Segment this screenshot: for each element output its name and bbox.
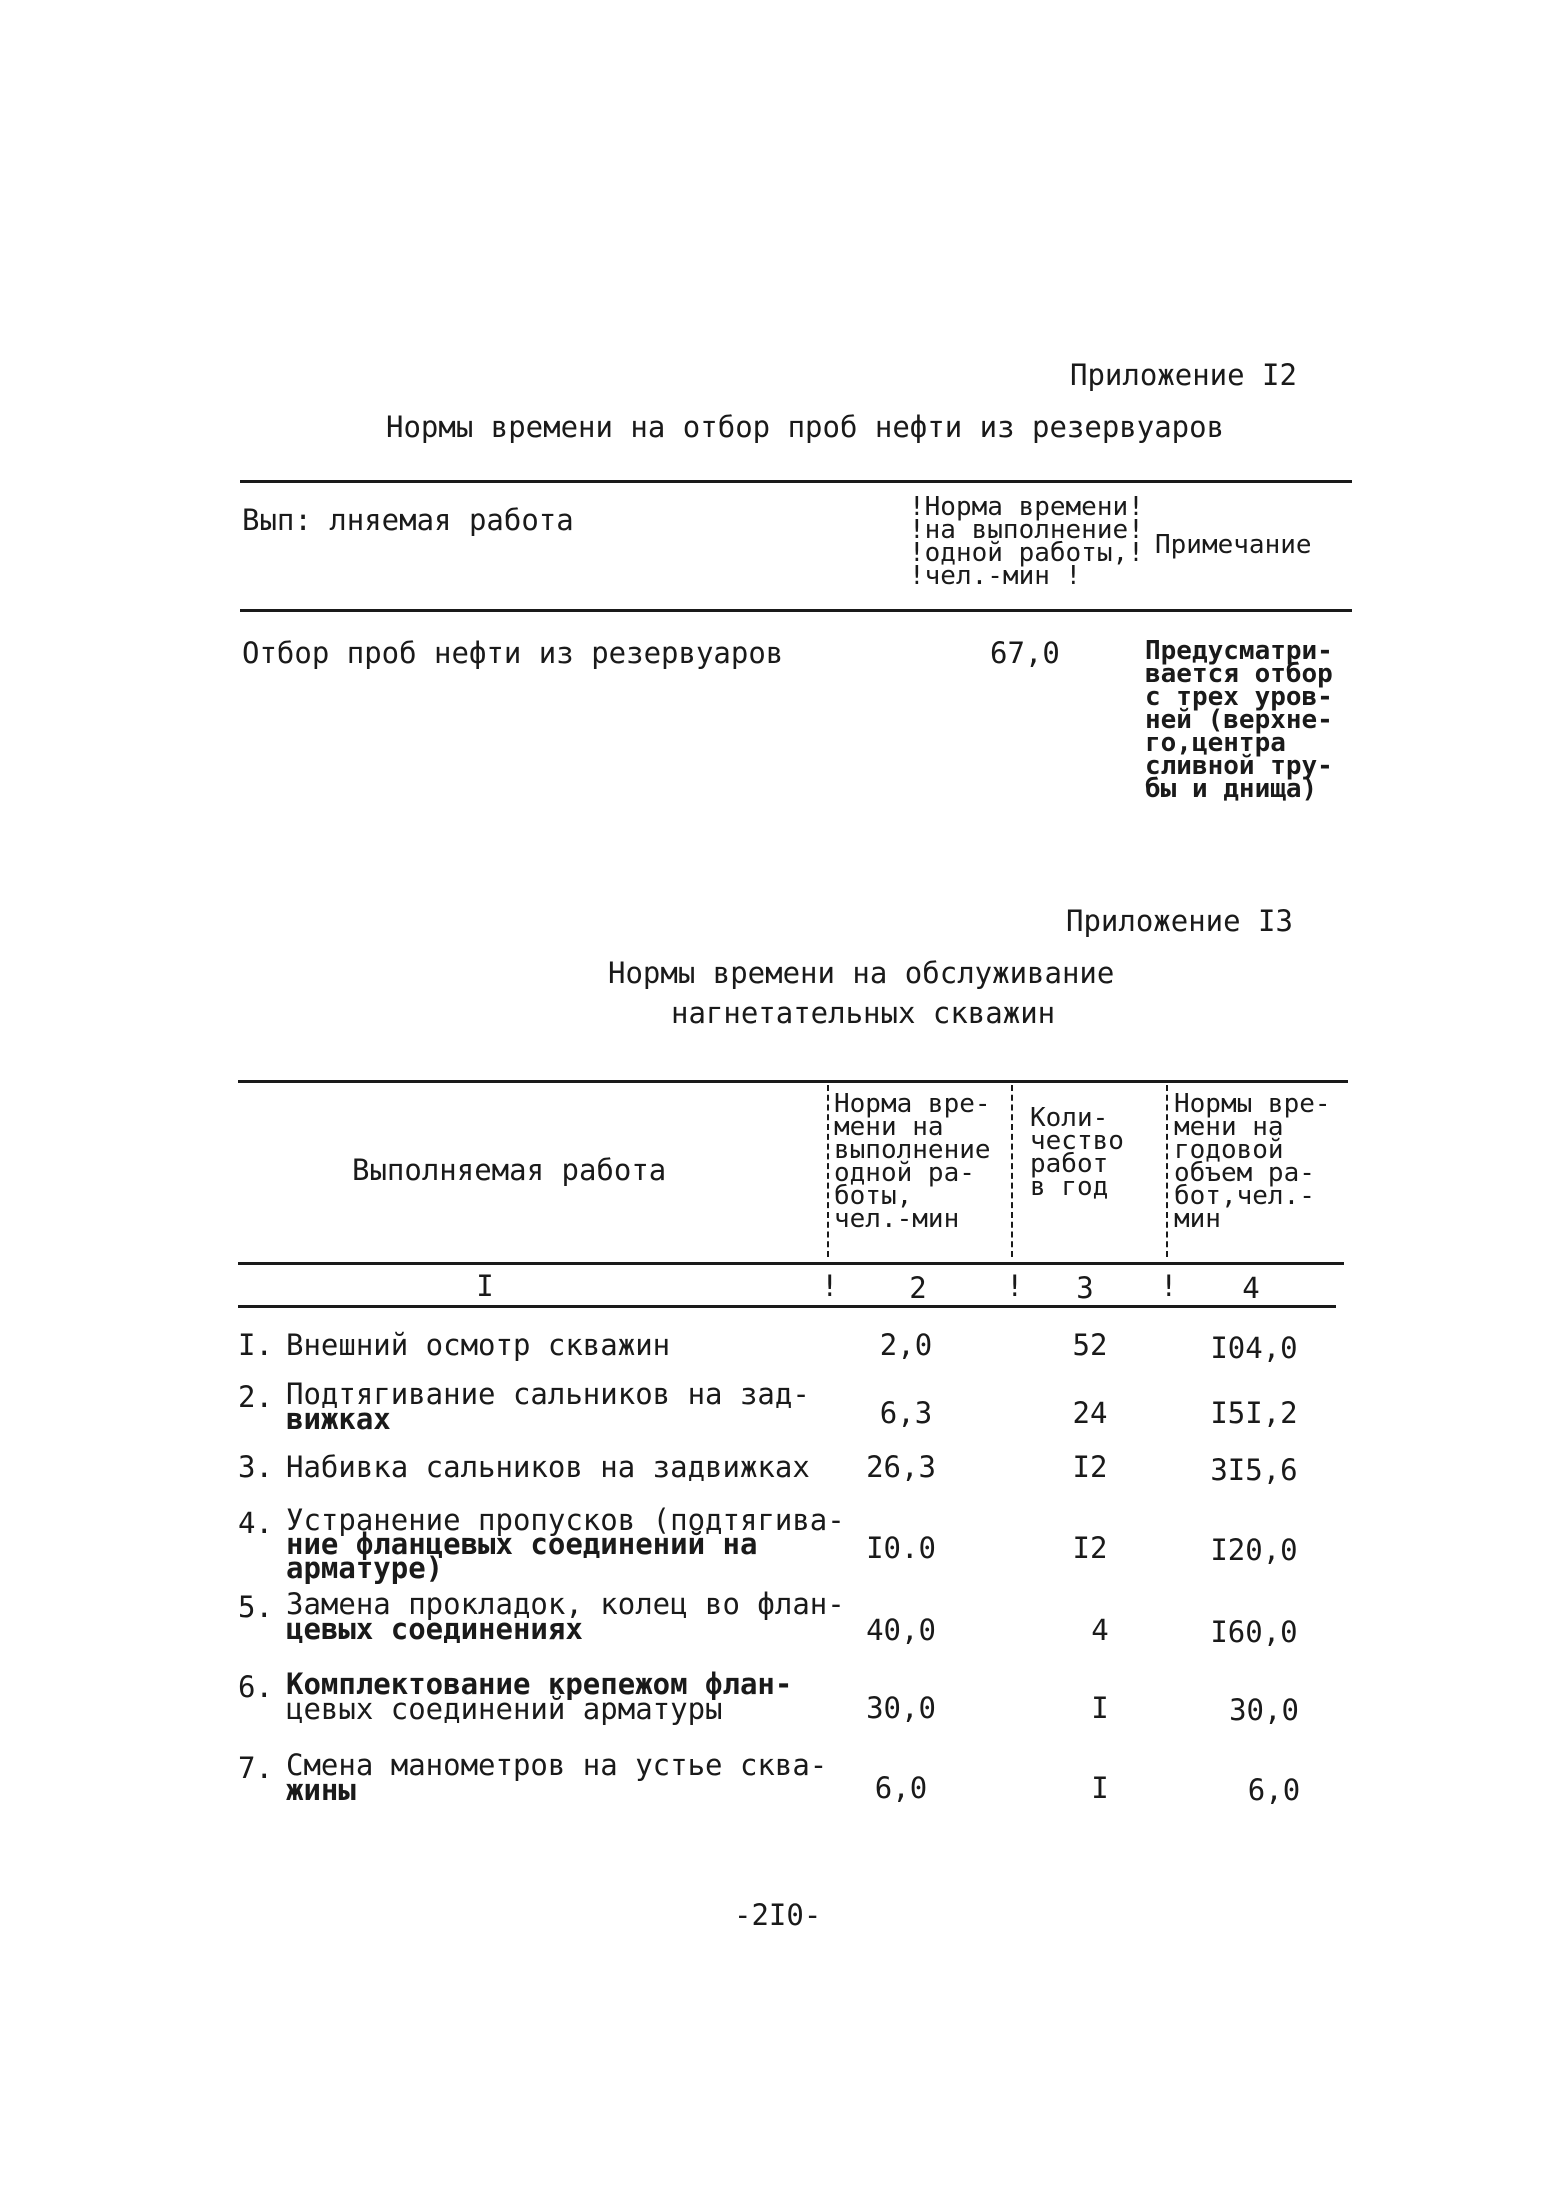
appendix-13-title-line2: нагнетательных скважин xyxy=(671,996,1056,1030)
row-number: 6. xyxy=(238,1670,273,1704)
row-annual: 3I5,6 xyxy=(1210,1453,1298,1487)
row-norm: 30,0 xyxy=(866,1691,936,1725)
row-count: 4 xyxy=(1091,1613,1109,1647)
row-norm: 6,0 xyxy=(874,1771,928,1805)
row-annual: 30,0 xyxy=(1229,1693,1299,1727)
row-work: Устранение пропусков (подтягива- ние фланцевых соединений на арматуре) xyxy=(286,1503,845,1585)
table-13-header-norm: Норма вре- мени на выполнение одной ра- боты, чел.-мин xyxy=(834,1089,991,1234)
table-12-header-norm: !Норма времени! !на выполнение! !одной работы,! !чел.-мин ! xyxy=(909,492,1144,591)
row-norm: 40,0 xyxy=(866,1613,936,1647)
col-number-separator-2: ! xyxy=(1006,1269,1024,1303)
row-work: Комплектование крепежом флан- цевых соединений арматуры xyxy=(286,1667,793,1726)
appendix-12-label: Приложение I2 xyxy=(1070,358,1297,392)
row-count: I2 xyxy=(1072,1450,1108,1484)
row-annual: 6,0 xyxy=(1247,1773,1301,1807)
row-number: I. xyxy=(238,1328,273,1362)
appendix-13-title-line1: Нормы времени на обслуживание xyxy=(608,956,1115,990)
row-count: I2 xyxy=(1072,1531,1108,1565)
row-work: Замена прокладок, колец во флан- цевых соединениях xyxy=(286,1587,845,1646)
table-12-header-note: Примечание xyxy=(1155,530,1312,560)
table-12-row-norm: 67,0 xyxy=(990,636,1060,670)
table-12-row-note: Предусматри- вается отбор с трех уров- ней (верхне- го,центра сливной тру- бы и днища) xyxy=(1145,636,1333,804)
page-number: -2I0- xyxy=(734,1898,822,1932)
row-work: Подтягивание сальников на зад- вижках xyxy=(286,1377,810,1436)
appendix-13-label: Приложение I3 xyxy=(1066,904,1293,938)
col-number-4: 4 xyxy=(1242,1271,1260,1305)
table-13-header-annual: Нормы вре- мени на годовой объем ра- бот,чел.- мин xyxy=(1174,1089,1331,1234)
row-number: 7. xyxy=(238,1751,273,1785)
table-13-header-work: Выполняемая работа xyxy=(352,1153,667,1187)
row-annual: I04,0 xyxy=(1210,1331,1298,1365)
table-13-header-count: Коли- чество работ в год xyxy=(1030,1103,1124,1202)
row-count: I xyxy=(1091,1691,1109,1725)
row-work: Набивка сальников на задвижках xyxy=(286,1450,810,1484)
row-number: 5. xyxy=(238,1590,273,1624)
table-13-header-divider-1 xyxy=(827,1085,829,1257)
row-norm: 26,3 xyxy=(866,1450,936,1484)
table-13-header-rule xyxy=(238,1262,1344,1265)
table-12-header-work: Вып: лняемая работа xyxy=(242,503,574,537)
row-norm: I0.0 xyxy=(866,1531,936,1565)
row-number: 3. xyxy=(238,1450,273,1484)
table-13-header-divider-3 xyxy=(1166,1085,1168,1257)
table-13-top-rule xyxy=(238,1080,1348,1083)
table-13-header-divider-2 xyxy=(1011,1085,1013,1257)
row-annual: I60,0 xyxy=(1210,1615,1298,1649)
table-12-top-rule xyxy=(240,480,1352,483)
table-12-row-work: Отбор проб нефти из резервуаров xyxy=(242,636,784,670)
row-number: 4. xyxy=(238,1506,273,1540)
table-12-header-rule xyxy=(240,609,1352,612)
row-count: I xyxy=(1091,1771,1109,1805)
row-norm: 6,3 xyxy=(879,1396,933,1430)
row-annual: I20,0 xyxy=(1210,1533,1298,1567)
row-norm: 2,0 xyxy=(879,1328,933,1362)
col-number-3: 3 xyxy=(1076,1271,1094,1305)
row-work: Внешний осмотр скважин xyxy=(286,1328,671,1362)
row-annual: I5I,2 xyxy=(1210,1396,1298,1430)
col-number-2: 2 xyxy=(909,1271,927,1305)
row-count: 52 xyxy=(1072,1328,1108,1362)
col-number-1: I xyxy=(476,1269,494,1303)
appendix-12-title: Нормы времени на отбор проб нефти из резервуаров xyxy=(386,410,1225,444)
row-count: 24 xyxy=(1072,1396,1108,1430)
col-number-separator-3: ! xyxy=(1160,1269,1178,1303)
row-number: 2. xyxy=(238,1380,273,1414)
table-13-numbers-rule xyxy=(238,1305,1336,1308)
row-work: Смена манометров на устье сква- жины xyxy=(286,1748,828,1807)
col-number-separator-1: ! xyxy=(821,1269,839,1303)
